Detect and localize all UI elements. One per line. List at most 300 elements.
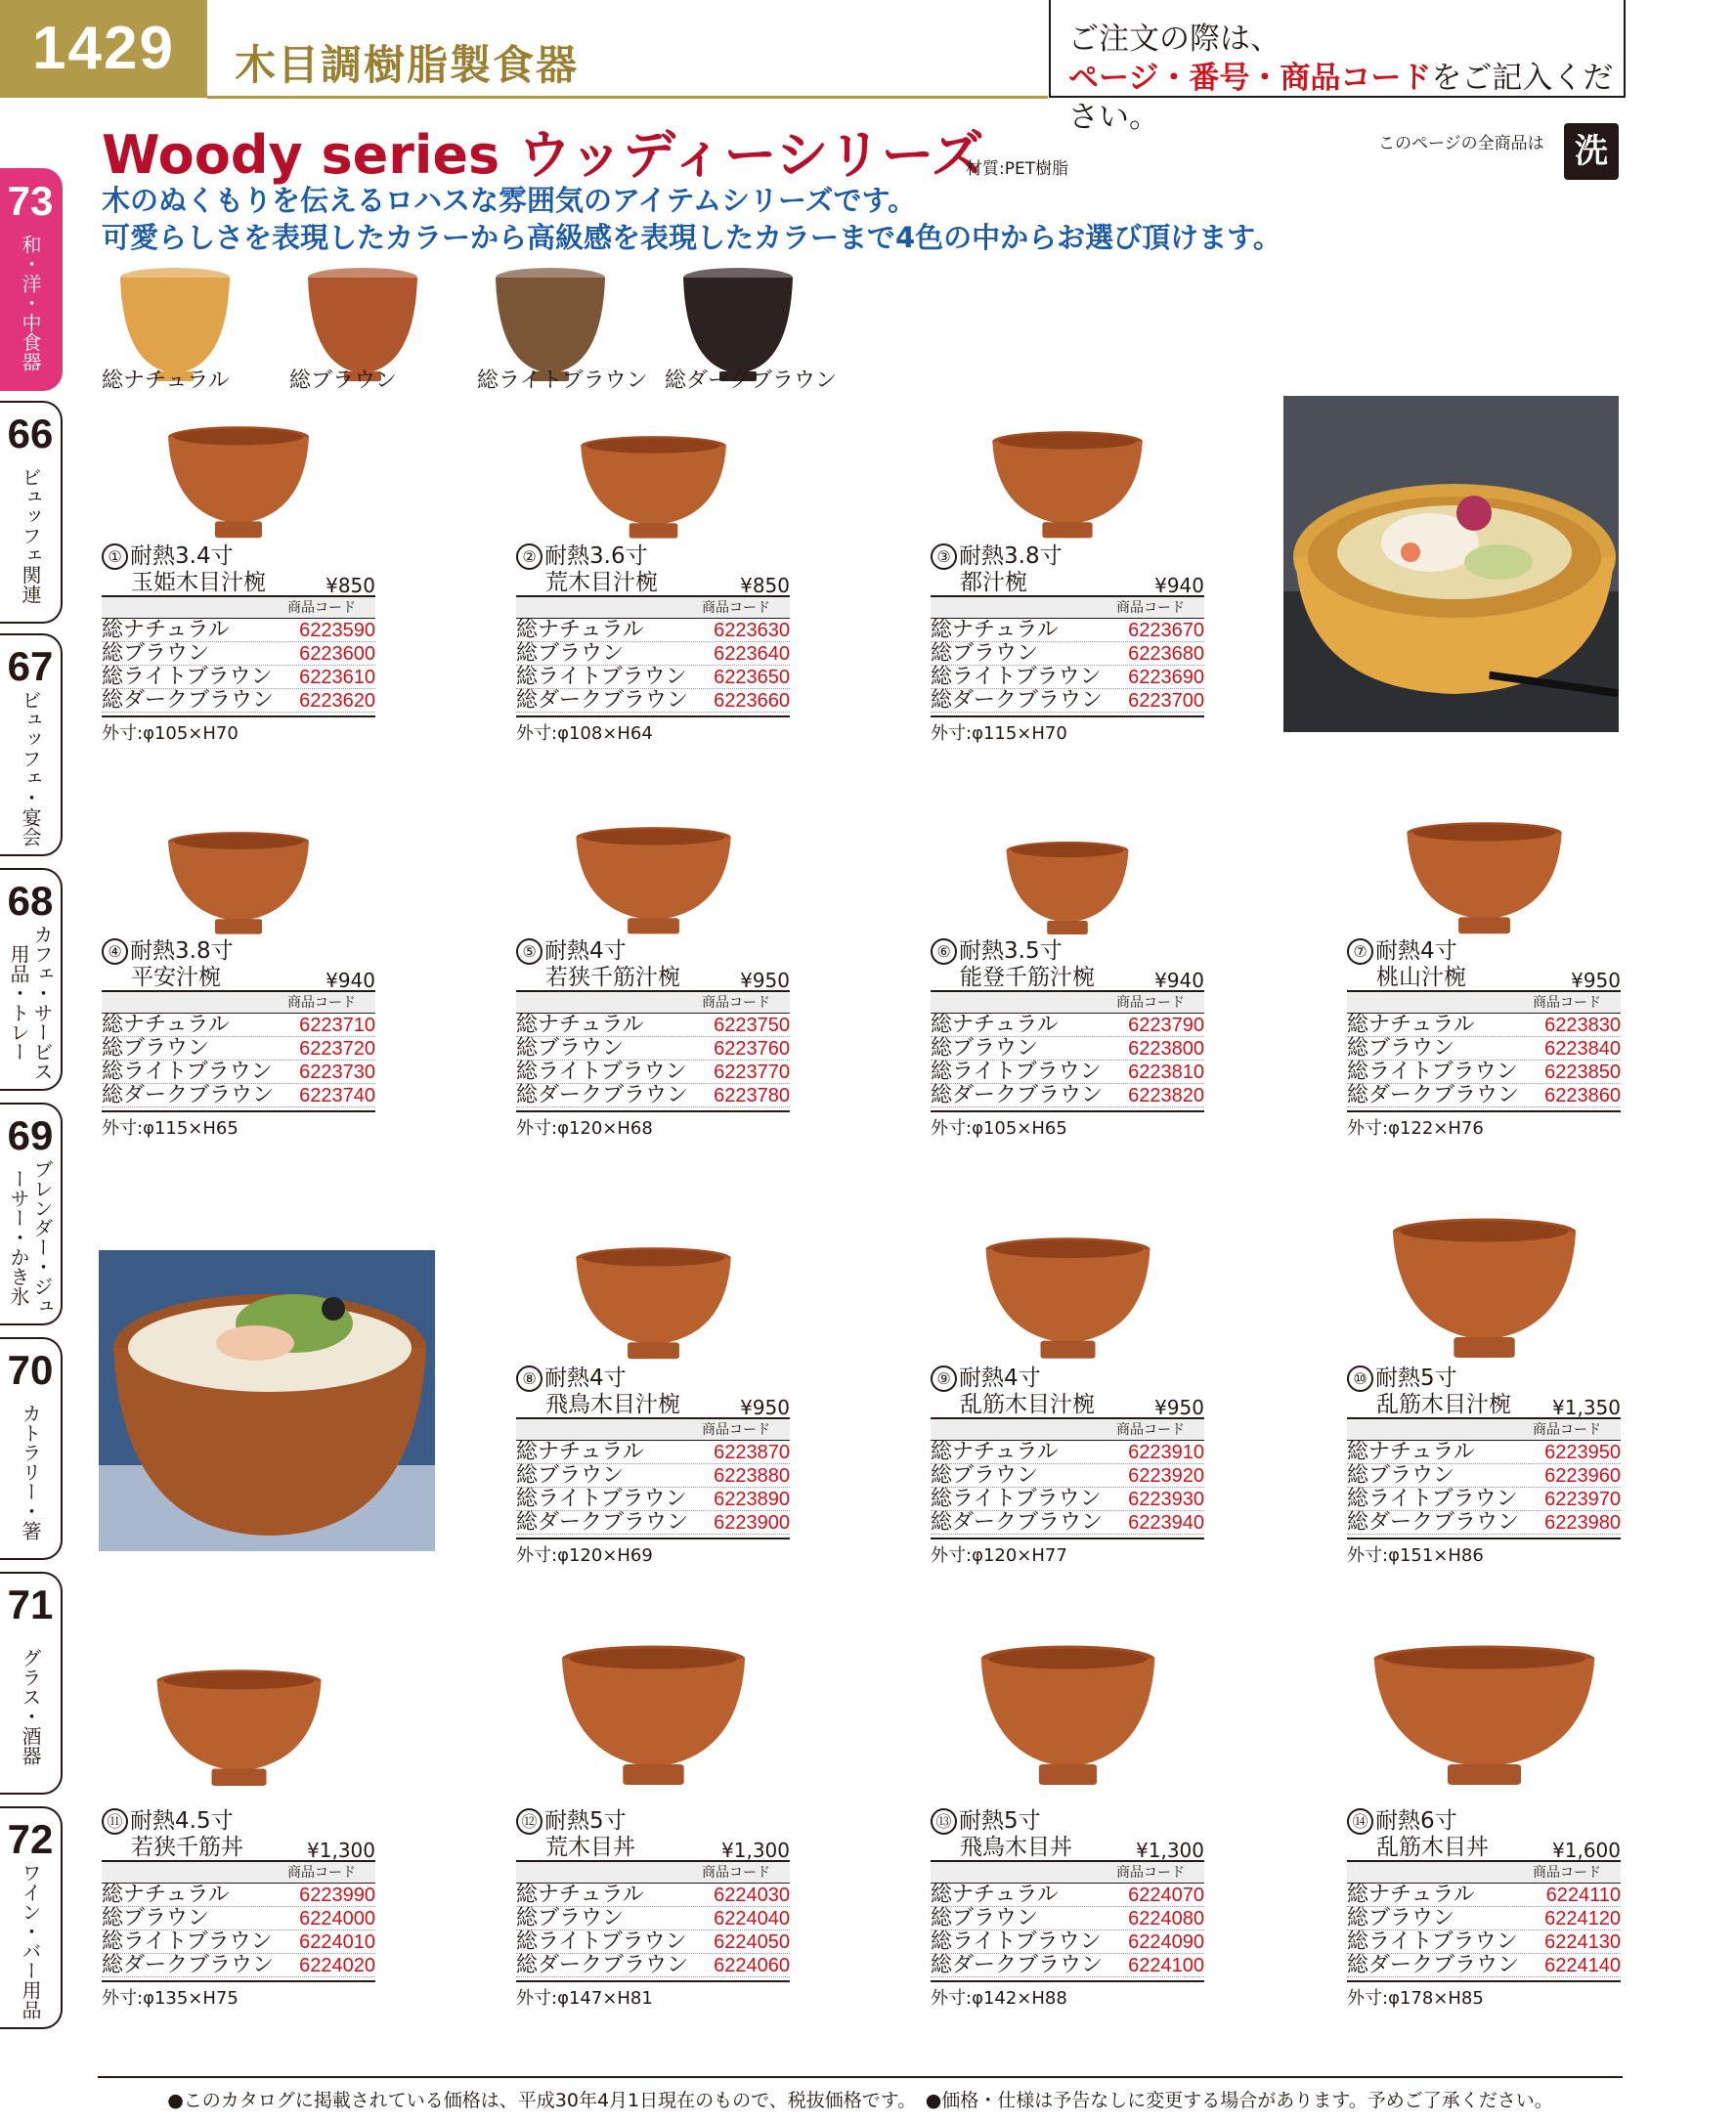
product-item-12 — [516, 1808, 790, 2010]
item-name-row — [516, 1835, 790, 1862]
item-price: ¥1,600 — [1552, 1839, 1621, 1862]
dims-prefix: 外寸: — [516, 723, 558, 744]
item-price: ¥950 — [1154, 1396, 1204, 1419]
item-size-text: 耐熱4寸 — [544, 938, 627, 964]
product-code: 6223750 — [714, 1015, 790, 1036]
product-code: 6223910 — [1128, 1442, 1204, 1463]
item-name-row — [1347, 1392, 1621, 1419]
code-header: 商品コード — [1347, 992, 1621, 1014]
product-code: 6224050 — [714, 1931, 790, 1953]
color-name: 総ナチュラル — [1347, 1883, 1475, 1907]
item-number: ⑪ — [102, 1808, 128, 1835]
side-tab-label: カトラリー・箸 — [19, 1404, 42, 1540]
dims-value: φ105×H70 — [143, 723, 239, 744]
product-code: 6224010 — [299, 1931, 375, 1953]
product-bowl-image — [1369, 1644, 1599, 1791]
code-header: 商品コード — [931, 597, 1204, 619]
product-code: 6223950 — [1544, 1442, 1621, 1463]
code-row — [516, 1061, 790, 1084]
dims-prefix: 外寸: — [102, 1118, 144, 1139]
item-size-text: 耐熱5寸 — [959, 1808, 1041, 1834]
dims-value: φ120×H69 — [557, 1545, 653, 1566]
product-item-5 — [516, 938, 790, 1140]
product-bowl-image — [153, 1669, 325, 1791]
product-bowl-image — [1004, 841, 1131, 938]
color-name: 総ダークブラウン — [516, 1083, 689, 1107]
product-bowl-image — [1404, 821, 1565, 938]
product-code: 6223700 — [1128, 690, 1204, 712]
product-bowl-image — [977, 1644, 1158, 1791]
dims-value: φ105×H65 — [972, 1118, 1067, 1139]
all-items-note: このページの全商品は — [1378, 134, 1544, 153]
dims-prefix: 外寸: — [1347, 1988, 1389, 2009]
code-header: 商品コード — [102, 1862, 375, 1884]
order-note-line1: ご注文の際は、 — [1068, 22, 1280, 57]
order-note-line2 — [1068, 59, 1624, 137]
code-row — [931, 1488, 1204, 1511]
product-bowl-image — [989, 430, 1146, 542]
item-size-text: 耐熱3.4寸 — [130, 543, 234, 569]
product-item-7 — [1347, 938, 1621, 1140]
item-size-text: 耐熱4.5寸 — [130, 1808, 234, 1834]
side-tab-72[interactable] — [0, 1806, 63, 2029]
product-item-1 — [102, 543, 375, 745]
page-number: 1429 — [0, 0, 207, 98]
color-swatch-label: 総ブラウン — [289, 368, 398, 393]
item-size — [516, 938, 790, 965]
product-item-9 — [931, 1365, 1204, 1567]
item-name-row — [931, 570, 1204, 597]
item-price: ¥1,300 — [307, 1839, 375, 1862]
color-name: 総ライトブラウン — [931, 1487, 1102, 1511]
color-name: 総ブラウン — [931, 1036, 1039, 1061]
product-code: 6224000 — [299, 1908, 375, 1929]
color-name: 総ブラウン — [1347, 1463, 1455, 1488]
side-tab-number: 69 — [7, 1112, 54, 1158]
category-title: 木目調樹脂製食器 — [235, 41, 580, 89]
code-row — [1347, 1907, 1621, 1930]
item-price: ¥1,300 — [721, 1839, 790, 1862]
color-name: 総ダークブラウン — [931, 1083, 1104, 1107]
color-name: 総ブラウン — [931, 1463, 1039, 1488]
product-code: 6224140 — [1544, 1955, 1621, 1976]
order-note — [1049, 0, 1626, 135]
product-code: 6223870 — [714, 1442, 790, 1463]
product-code: 6223790 — [1128, 1015, 1204, 1036]
item-name: 飛鳥木目汁椀 — [545, 1392, 680, 1417]
item-price: ¥950 — [740, 1396, 790, 1419]
product-code: 6224040 — [714, 1908, 790, 1929]
product-code: 6223980 — [1544, 1512, 1621, 1534]
color-name: 総ナチュラル — [102, 1883, 230, 1907]
item-number: ⑭ — [1347, 1808, 1373, 1835]
order-note-highlight: ページ・番号・商品コード — [1068, 61, 1432, 96]
color-name: 総ダークブラウン — [516, 1953, 689, 1977]
item-size — [516, 543, 790, 570]
item-size-text: 耐熱5寸 — [1375, 1365, 1457, 1391]
side-tab-label: ワイン・バー用品 — [19, 1863, 42, 2019]
item-number: ⑩ — [1347, 1365, 1373, 1392]
side-tab-number: 72 — [7, 1816, 54, 1862]
product-item-10 — [1347, 1365, 1621, 1567]
dims-prefix: 外寸: — [102, 723, 144, 744]
side-tab-67[interactable] — [0, 633, 63, 856]
color-name: 総ナチュラル — [516, 618, 644, 642]
code-row — [931, 1084, 1204, 1107]
item-name-row — [102, 1835, 375, 1862]
dims-value: φ115×H70 — [972, 723, 1067, 744]
code-row — [102, 1037, 375, 1061]
color-name: 総ライトブラウン — [516, 1060, 687, 1084]
item-name-row — [931, 1392, 1204, 1419]
code-header: 商品コード — [102, 597, 375, 619]
code-row — [516, 642, 790, 666]
item-size — [102, 938, 375, 965]
product-item-11 — [102, 1808, 375, 2010]
product-code: 6223660 — [714, 690, 790, 712]
dims-value: φ115×H65 — [143, 1118, 239, 1139]
product-code: 6223680 — [1128, 643, 1204, 665]
color-name: 総ダークブラウン — [102, 1083, 275, 1107]
item-price: ¥950 — [740, 969, 790, 992]
product-code: 6224110 — [1545, 1885, 1621, 1906]
item-size-text: 耐熱3.6寸 — [544, 543, 648, 569]
product-photo-noodle — [99, 1250, 435, 1551]
item-size-text: 耐熱5寸 — [544, 1808, 627, 1834]
item-number: ⑫ — [516, 1808, 542, 1835]
item-price: ¥1,300 — [1136, 1839, 1204, 1862]
item-size — [1347, 938, 1621, 965]
code-row — [102, 1014, 375, 1037]
product-code: 6223930 — [1128, 1489, 1204, 1510]
code-row — [102, 1884, 375, 1907]
product-code: 6223590 — [299, 620, 375, 641]
color-name: 総ナチュラル — [931, 1440, 1059, 1464]
product-code: 6224120 — [1544, 1908, 1621, 1929]
code-row — [931, 1014, 1204, 1037]
code-row — [516, 1441, 790, 1464]
item-name: 平安汁椀 — [131, 965, 221, 990]
color-name: 総ブラウン — [516, 1036, 625, 1061]
item-size — [1347, 1808, 1621, 1835]
product-photo-soup — [1283, 396, 1619, 732]
code-row — [516, 619, 790, 642]
product-item-2 — [516, 543, 790, 745]
code-row — [931, 1954, 1204, 1977]
code-row — [931, 619, 1204, 642]
product-item-14 — [1347, 1808, 1621, 2010]
code-row — [516, 1084, 790, 1107]
color-name: 総ライトブラウン — [102, 665, 273, 689]
item-name: 能登千筋汁椀 — [960, 965, 1095, 990]
product-code: 6223690 — [1128, 667, 1204, 688]
code-row — [1347, 1884, 1621, 1907]
item-price: ¥1,350 — [1552, 1396, 1621, 1419]
code-row — [1347, 1441, 1621, 1464]
color-name: 総ライトブラウン — [931, 1060, 1102, 1084]
code-row — [931, 1511, 1204, 1535]
code-row — [931, 1930, 1204, 1954]
dims-prefix: 外寸: — [931, 723, 973, 744]
product-code: 6223620 — [299, 690, 375, 712]
color-name: 総ブラウン — [516, 641, 625, 666]
dims-value: φ178×H85 — [1388, 1988, 1484, 2009]
side-tab-73[interactable] — [0, 168, 63, 391]
item-size-text: 耐熱4寸 — [959, 1365, 1041, 1391]
color-name: 総ライトブラウン — [102, 1060, 273, 1084]
item-name: 飛鳥木目丼 — [960, 1835, 1072, 1860]
material-label: 材質:PET樹脂 — [966, 159, 1069, 179]
side-tab-number: 68 — [7, 878, 54, 924]
item-number: ⑥ — [931, 938, 957, 965]
item-name-row — [516, 965, 790, 992]
item-price: ¥850 — [740, 574, 790, 597]
code-row — [1347, 1954, 1621, 1977]
dims-prefix: 外寸: — [931, 1118, 973, 1139]
code-header: 商品コード — [516, 992, 790, 1014]
product-code: 6224100 — [1128, 1955, 1204, 1976]
code-row — [931, 1061, 1204, 1084]
code-header: 商品コード — [931, 1862, 1204, 1884]
code-header: 商品コード — [1347, 1419, 1621, 1441]
side-tab-number: 70 — [7, 1347, 54, 1393]
code-row — [1347, 1511, 1621, 1535]
item-price: ¥940 — [1154, 969, 1204, 992]
color-name: 総ダークブラウン — [1347, 1083, 1520, 1107]
product-bowl-image — [573, 1246, 734, 1364]
color-name: 総ライトブラウン — [102, 1929, 273, 1954]
code-row — [1347, 1037, 1621, 1061]
color-name: 総ナチュラル — [931, 1883, 1059, 1907]
product-code: 6223780 — [714, 1085, 790, 1106]
code-header: 商品コード — [516, 1862, 790, 1884]
product-code: 6223830 — [1544, 1015, 1621, 1036]
side-tab-70[interactable] — [0, 1337, 63, 1560]
item-name: 都汁椀 — [960, 570, 1027, 595]
product-code: 6224020 — [299, 1955, 375, 1976]
dims-value: φ135×H75 — [143, 1988, 239, 2009]
side-tab-68[interactable] — [0, 868, 63, 1091]
color-name: 総ライトブラウン — [931, 665, 1102, 689]
code-header: 商品コード — [516, 1419, 790, 1441]
code-row — [931, 1464, 1204, 1488]
product-code: 6224080 — [1128, 1908, 1204, 1929]
item-price: ¥940 — [326, 969, 375, 992]
color-name: 総ブラウン — [102, 1906, 210, 1930]
item-name: 玉姫木目汁椀 — [131, 570, 266, 595]
product-code: 6223770 — [714, 1062, 790, 1083]
dims-prefix: 外寸: — [931, 1545, 973, 1566]
code-row — [516, 1884, 790, 1907]
side-tab-number: 66 — [7, 411, 54, 456]
color-name: 総ブラウン — [931, 641, 1039, 666]
product-code: 6223740 — [299, 1085, 375, 1106]
code-row — [1347, 1464, 1621, 1488]
product-code: 6223960 — [1544, 1465, 1621, 1487]
color-name: 総ナチュラル — [516, 1013, 644, 1037]
item-dimensions — [931, 1538, 1204, 1567]
code-row — [1347, 1014, 1621, 1037]
product-code: 6224090 — [1128, 1931, 1204, 1953]
color-name: 総ブラウン — [1347, 1036, 1455, 1061]
product-code: 6224030 — [714, 1885, 790, 1906]
dims-prefix: 外寸: — [931, 1988, 973, 2009]
product-code: 6224130 — [1544, 1931, 1621, 1953]
product-code: 6224060 — [714, 1955, 790, 1976]
color-name: 総ブラウン — [516, 1463, 625, 1488]
item-price: ¥850 — [326, 574, 375, 597]
item-number: ④ — [102, 938, 128, 965]
side-tab-66[interactable] — [0, 401, 63, 624]
item-dimensions — [516, 715, 790, 745]
code-row — [102, 1954, 375, 1977]
item-name-row — [516, 1392, 790, 1419]
code-row — [516, 1930, 790, 1954]
item-name: 若狭千筋丼 — [131, 1835, 243, 1860]
item-name: 桃山汁椀 — [1376, 965, 1466, 990]
code-row — [102, 619, 375, 642]
code-row — [102, 1907, 375, 1930]
dims-prefix: 外寸: — [516, 1118, 558, 1139]
color-name: 総ナチュラル — [516, 1883, 644, 1907]
code-row — [931, 689, 1204, 713]
product-code: 6223670 — [1128, 620, 1204, 641]
item-size — [102, 1808, 375, 1835]
color-swatch-label: 総ナチュラル — [102, 368, 230, 393]
item-size — [931, 1808, 1204, 1835]
product-code: 6223730 — [299, 1062, 375, 1083]
header-rule — [207, 96, 1048, 99]
dims-prefix: 外寸: — [516, 1545, 558, 1566]
item-number: ⑤ — [516, 938, 542, 965]
code-header: 商品コード — [102, 992, 375, 1014]
dims-value: φ120×H77 — [972, 1545, 1067, 1566]
code-row — [931, 642, 1204, 666]
product-bowl-image — [573, 826, 734, 938]
item-name: 乱筋木目汁椀 — [1376, 1392, 1511, 1417]
code-row — [516, 1037, 790, 1061]
intro-line-1: 木のぬくもりを伝えるロハスな雰囲気のアイテムシリーズです。 — [102, 184, 917, 217]
code-row — [931, 1037, 1204, 1061]
product-item-8 — [516, 1365, 790, 1567]
item-price: ¥950 — [1571, 969, 1621, 992]
intro-line-2: 可愛らしさを表現したカラーから高級感を表現したカラーまで4色の中からお選び頂けます。 — [102, 221, 1281, 254]
code-row — [102, 1084, 375, 1107]
product-code: 6223720 — [299, 1038, 375, 1060]
item-dimensions — [516, 1538, 790, 1567]
item-name: 荒木目丼 — [545, 1835, 635, 1860]
item-size — [931, 938, 1204, 965]
color-swatch-label: 総ライトブラウン — [477, 368, 648, 393]
code-row — [102, 666, 375, 689]
color-name: 総ナチュラル — [516, 1440, 644, 1464]
item-size-text: 耐熱6寸 — [1375, 1808, 1457, 1834]
code-row — [102, 1930, 375, 1954]
product-code: 6223800 — [1128, 1038, 1204, 1060]
dims-prefix: 外寸: — [1347, 1118, 1389, 1139]
dims-value: φ108×H64 — [557, 723, 653, 744]
item-number: ⑦ — [1347, 938, 1373, 965]
side-tab-number: 71 — [7, 1582, 54, 1627]
color-name: 総ブラウン — [516, 1906, 625, 1930]
item-size — [516, 1365, 790, 1392]
color-name: 総ライトブラウン — [931, 1929, 1102, 1954]
item-number: ⑬ — [931, 1808, 957, 1835]
product-code: 6223920 — [1128, 1465, 1204, 1487]
product-code: 6223970 — [1544, 1489, 1621, 1510]
product-bowl-image — [1389, 1217, 1580, 1364]
code-row — [516, 1014, 790, 1037]
color-name: 総ナチュラル — [1347, 1013, 1475, 1037]
item-size — [516, 1808, 790, 1835]
color-swatch-label: 総ダークブラウン — [665, 368, 838, 393]
side-tab-label: ブレンダー・ジューサー・かき氷 — [7, 1159, 54, 1316]
item-number: ③ — [931, 543, 957, 570]
item-dimensions — [1347, 1538, 1621, 1567]
side-tab-number: 67 — [7, 643, 54, 689]
dims-value: φ142×H88 — [972, 1988, 1067, 2009]
item-dimensions — [102, 1980, 375, 2010]
item-name-row — [931, 1835, 1204, 1862]
color-name: 総ダークブラウン — [1347, 1953, 1520, 1977]
product-code: 6223880 — [714, 1465, 790, 1487]
side-tab-label: 和・洋・中食器 — [19, 235, 42, 371]
item-name-row — [102, 570, 375, 597]
side-tab-69[interactable] — [0, 1103, 63, 1325]
code-row — [516, 1954, 790, 1977]
code-row — [1347, 1061, 1621, 1084]
product-code: 6223610 — [299, 667, 375, 688]
product-item-6 — [931, 938, 1204, 1140]
dims-value: φ122×H76 — [1388, 1118, 1484, 1139]
product-item-13 — [931, 1808, 1204, 2010]
color-name: 総ナチュラル — [931, 1013, 1059, 1037]
side-tab-label: ビュッフェ・宴会 — [19, 690, 42, 846]
item-size — [102, 543, 375, 570]
side-tab-71[interactable] — [0, 1572, 63, 1795]
product-code: 6223630 — [714, 620, 790, 641]
product-bowl-image — [165, 425, 312, 542]
item-dimensions — [931, 715, 1204, 745]
product-code: 6223710 — [299, 1015, 375, 1036]
code-row — [516, 1907, 790, 1930]
product-item-4 — [102, 938, 375, 1140]
item-number: ① — [102, 543, 128, 570]
color-name: 総ライトブラウン — [516, 1929, 687, 1954]
dims-prefix: 外寸: — [516, 1988, 558, 2009]
intro-text — [102, 182, 1281, 256]
item-name: 若狭千筋汁椀 — [545, 965, 680, 990]
color-name: 総ブラウン — [931, 1906, 1039, 1930]
dims-prefix: 外寸: — [1347, 1545, 1389, 1566]
item-name-row — [1347, 965, 1621, 992]
dims-prefix: 外寸: — [102, 1988, 144, 2009]
item-dimensions — [1347, 1980, 1621, 2010]
code-header: 商品コード — [931, 992, 1204, 1014]
product-code: 6223810 — [1128, 1062, 1204, 1083]
color-name: 総ライトブラウン — [1347, 1487, 1518, 1511]
code-row — [1347, 1488, 1621, 1511]
color-name: 総ナチュラル — [102, 618, 230, 642]
color-name: 総ダークブラウン — [102, 688, 275, 713]
item-name: 荒木目汁椀 — [545, 570, 658, 595]
code-header: 商品コード — [931, 1419, 1204, 1441]
code-row — [516, 1488, 790, 1511]
code-row — [516, 666, 790, 689]
product-code: 6223940 — [1128, 1512, 1204, 1534]
order-note-tail: をご記入ください。 — [1068, 61, 1614, 135]
code-row — [516, 689, 790, 713]
